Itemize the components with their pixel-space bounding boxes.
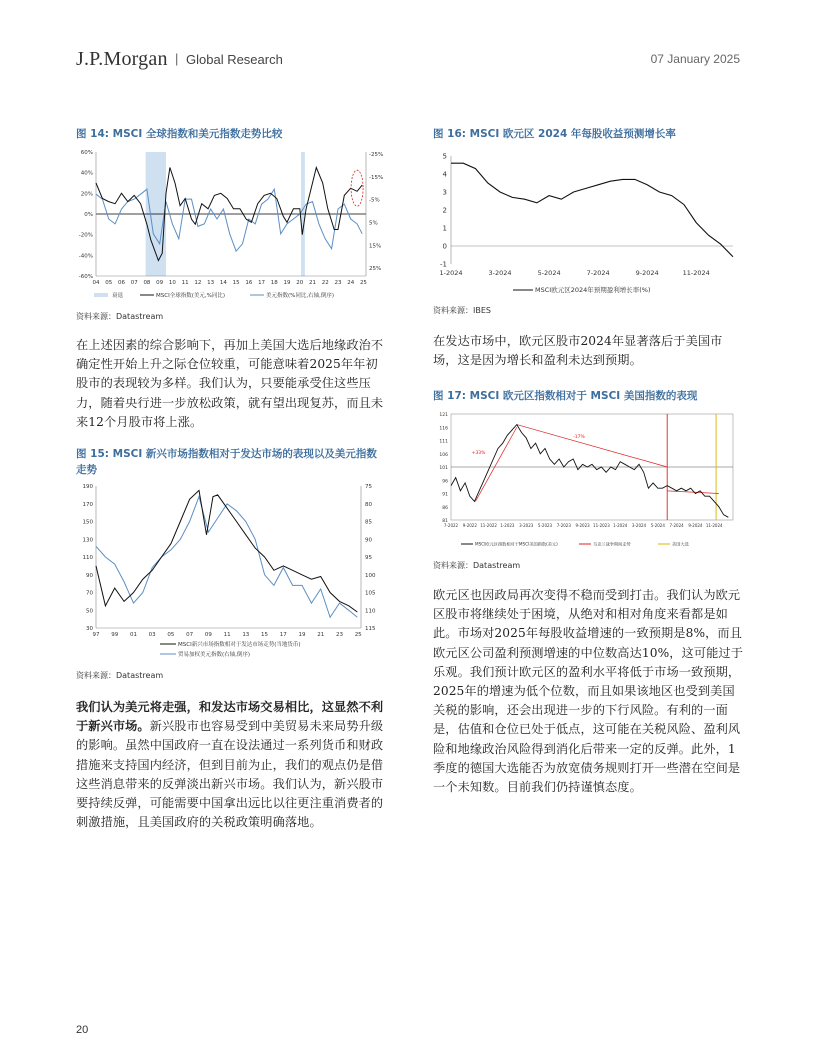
y-tick: 1: [442, 224, 447, 233]
legend-label-msci: MSCI全球指数(美元,%同比): [156, 293, 225, 299]
y-tick: 101: [439, 466, 448, 471]
y-tick-right: 95: [365, 555, 372, 561]
y-tick: 86: [442, 505, 448, 511]
figure-16-title: 图 16: MSCI 欧元区 2024 年每股收益预测增长率: [433, 128, 676, 140]
y-tick-left: 70: [86, 590, 93, 597]
y-tick-right: 25%: [369, 266, 382, 273]
x-tick: 20: [296, 280, 304, 286]
x-tick: 1-2024: [439, 269, 463, 277]
y-tick-right: 85: [365, 519, 372, 526]
figure-17-source: 资料来源：Datastream: [433, 561, 521, 570]
annotation-up: +33%: [471, 450, 486, 456]
x-tick: 97: [92, 632, 100, 638]
x-tick: 99: [111, 632, 119, 638]
x-tick: 21: [309, 280, 317, 286]
x-tick: 5-2024: [650, 523, 665, 528]
y-tick: 96: [442, 479, 448, 485]
x-tick: 7-2024: [669, 523, 684, 528]
y-tick-left: -60%: [78, 274, 93, 280]
x-tick: 5-2024: [537, 269, 561, 277]
paragraph-2: [76, 698, 386, 832]
header-date: 07 January 2025: [650, 52, 740, 66]
y-tick: 5: [442, 152, 447, 161]
x-tick: 19: [283, 280, 291, 286]
x-tick: 9-2022: [462, 523, 477, 528]
x-tick: 1-2024: [613, 523, 628, 528]
x-tick: 05: [105, 280, 113, 286]
x-tick: 7-2024: [586, 269, 610, 277]
figure-15-title: 图 15: MSCI 新兴市场指数相对于发达市场的表现以及美元指数走势: [76, 448, 377, 476]
x-tick: 13: [207, 280, 215, 286]
y-tick: 4: [442, 170, 447, 179]
y-tick-left: 50: [86, 608, 93, 615]
legend-label-rel: MSCI欧元区指数相对于MSCI美国指数(美元): [475, 541, 558, 547]
x-tick: 3-2023: [519, 523, 534, 528]
x-tick: 23: [335, 632, 343, 638]
figure-15-source: 资料来源：Datastream: [76, 671, 164, 680]
figure-16-chart: [433, 148, 743, 298]
x-tick: 1-2023: [500, 523, 515, 528]
x-tick: 9-2024: [635, 269, 659, 277]
y-tick: 111: [439, 439, 448, 445]
y-tick: 2: [442, 206, 447, 215]
x-tick: 17: [279, 632, 287, 638]
y-tick-left: 90: [86, 572, 93, 579]
y-tick: 116: [439, 426, 448, 432]
x-tick: 3-2024: [631, 523, 647, 528]
x-tick: 05: [167, 632, 175, 638]
y-tick-left: 20%: [80, 191, 93, 198]
jpmorgan-logo: J.P.Morgan: [76, 48, 168, 70]
y-tick: 3: [442, 188, 447, 197]
legend-swatch-recession: [94, 293, 108, 297]
y-tick-left: 110: [82, 555, 93, 561]
header-section: Global Research: [186, 52, 283, 67]
x-tick: 12: [194, 280, 202, 286]
y-tick-left: 40%: [80, 170, 93, 177]
page-number: 20: [76, 1024, 89, 1036]
y-tick-left: 0%: [84, 212, 93, 218]
legend-label-usd: 贸易加权美元指数(右轴,倒序): [178, 652, 251, 658]
y-tick-right: -15%: [369, 174, 384, 181]
highlight-circle: [351, 170, 363, 206]
x-tick: 23: [334, 280, 342, 286]
y-tick-right: -25%: [369, 152, 384, 158]
y-tick-left: 190: [82, 484, 93, 490]
x-tick: 17: [258, 280, 266, 286]
y-tick: -1: [440, 260, 447, 269]
legend-label-recession: 衰退: [112, 293, 124, 299]
x-tick: 11: [223, 632, 231, 638]
figure-14-title: 图 14: MSCI 全球指数和美元指数走势比较: [76, 128, 283, 140]
x-tick: 11-2024: [705, 523, 723, 528]
x-tick: 11-2022: [480, 523, 497, 528]
y-tick: 81: [442, 519, 448, 524]
y-tick: 121: [439, 413, 448, 418]
x-tick: 24: [347, 280, 355, 286]
series-trade-weighted-usd-line: [96, 497, 357, 618]
paragraph-2-bold: 我们认为美元将走强，和发达市场交易相比，这显然不利于新兴市场。: [76, 700, 384, 734]
x-tick: 15: [232, 280, 240, 286]
page-header: [76, 48, 740, 72]
x-tick: 18: [270, 280, 278, 286]
figure-14-chart: [72, 146, 388, 308]
x-tick: 09: [204, 632, 212, 638]
x-tick: 07: [186, 632, 194, 638]
x-tick: 22: [321, 280, 329, 286]
legend-label-usd: 美元指数(%同比,右轴,倒序): [266, 293, 335, 299]
y-tick-left: -40%: [78, 253, 93, 260]
downtrend-arrow: [517, 425, 667, 467]
x-tick: 04: [92, 280, 100, 286]
legend-label-election: 美国大选: [672, 541, 689, 547]
x-tick: 19: [298, 632, 306, 638]
paragraph-1: 在上述因素的综合影响下，再加上美国大选后地缘政治不确定性开始上升之际仓位较重，可能意味着2025年年初股市的表现较为多样。我们认为，只要能承受住这些压力，随着央行进一步放松政策，就有望出现复苏，而且未来12个月股市将上涨。: [76, 338, 384, 429]
figure-14-source: 资料来源：Datastream: [76, 312, 164, 321]
x-tick: 13: [242, 632, 250, 638]
y-tick-right: -5%: [369, 197, 380, 204]
y-tick-left: 170: [82, 501, 93, 508]
x-tick: 11-2024: [682, 269, 710, 277]
annotation-down: -17%: [573, 434, 585, 440]
legend-label-eps: MSCI欧元区2024年预期盈利增长率(%): [535, 286, 651, 294]
y-tick-left: 130: [82, 537, 93, 544]
uptrend-arrow: [475, 427, 516, 501]
y-tick-right: 110: [365, 608, 376, 615]
x-tick: 15: [261, 632, 269, 638]
y-tick-right: 80: [365, 501, 372, 508]
y-tick-right: 75: [365, 484, 372, 490]
y-tick-left: 30: [86, 626, 93, 632]
x-tick: 25: [359, 280, 367, 286]
series-eps-growth-line: [451, 163, 733, 257]
x-tick: 5-2023: [537, 523, 553, 528]
figure-17-chart: [433, 408, 743, 551]
y-tick-right: 90: [365, 537, 372, 544]
figure-16-source: 资料来源：IBES: [433, 306, 491, 315]
x-tick: 14: [219, 280, 227, 286]
legend-label-ukraine: 乌克兰战争期间走势: [593, 541, 631, 547]
x-tick: 11-2023: [593, 523, 610, 528]
x-tick: 07: [130, 280, 138, 286]
y-tick-left: 60%: [80, 150, 93, 156]
x-tick: 25: [354, 632, 362, 638]
x-tick: 11: [181, 280, 189, 286]
y-tick-right: 5%: [369, 220, 378, 227]
x-tick: 10: [168, 280, 176, 286]
x-tick: 03: [148, 632, 156, 638]
paragraph-3: 在发达市场中，欧元区股市2024年显著落后于美国市场，这是因为增长和盈利未达到预期。: [433, 334, 723, 368]
x-tick: 08: [143, 280, 151, 286]
x-tick: 7-2022: [443, 523, 459, 528]
paragraph-4: 欧元区也因政局再次变得不稳而受到打击。我们认为欧元区股市将继续处于困境，从绝对和相对角度来看都是如此。市场对2025年每股收益增速的一致预期是8%，而且欧元区公司盈利预测增速的中位数高达10%，这可能过于乐观。我们预计欧元区的盈利水平将低于市场一致预期，2025年的增速为低个位数，而且如果该地区也受到美国关税的影响，还会出现进一步的下行风险。有利的一面是，估值和仓位已处于低点，这可能在关税风险、盈利风险和地缘政治风险得到消化后带来一定的反弹。此外，1季度的德国大选能否为放宽债务规则打开一些潜在空间是一个未知数。目前我们仍持谨慎态度。: [433, 588, 744, 795]
legend-label-em: MSCI新兴市场指数相对于发达市场走势(当地货币): [178, 642, 301, 648]
header-separator: |: [175, 51, 179, 66]
y-tick-right: 15%: [369, 243, 382, 250]
x-tick: 01: [129, 632, 137, 638]
y-tick-left: 150: [82, 519, 93, 526]
y-tick-right: 105: [365, 590, 376, 597]
figure-17-title: 图 17: MSCI 欧元区指数相对于 MSCI 美国指数的表现: [433, 390, 698, 402]
paragraph-2-rest: 新兴股市也容易受到中美贸易未来局势升级的影响。虽然中国政府一直在设法通过一系列货币和财政措施来支持国内经济，但到目前为止，我们的观点仍是借这些消息带来的反弹淡出新兴市场。我们认为，新兴股市要持续反弹，可能需要中国拿出远比以往更注重消费者的刺激措施，且美国政府的关税政策明确落地。: [76, 719, 384, 830]
y-tick: 106: [439, 452, 448, 458]
x-tick: 7-2023: [556, 523, 571, 528]
y-tick-right: 100: [365, 572, 376, 579]
x-tick: 06: [117, 280, 125, 286]
x-tick: 9-2023: [575, 523, 590, 528]
figure-15-chart: [76, 480, 386, 665]
x-tick: 16: [245, 280, 253, 286]
y-tick: 91: [442, 492, 448, 498]
y-tick-right: 115: [365, 626, 376, 632]
x-tick: 9-2024: [688, 523, 703, 528]
y-tick-left: -20%: [78, 232, 93, 239]
x-tick: 09: [156, 280, 164, 286]
series-usd-line: [96, 189, 362, 251]
x-tick: 3-2024: [488, 269, 512, 277]
y-tick: 0: [442, 242, 447, 251]
x-tick: 21: [317, 632, 325, 638]
